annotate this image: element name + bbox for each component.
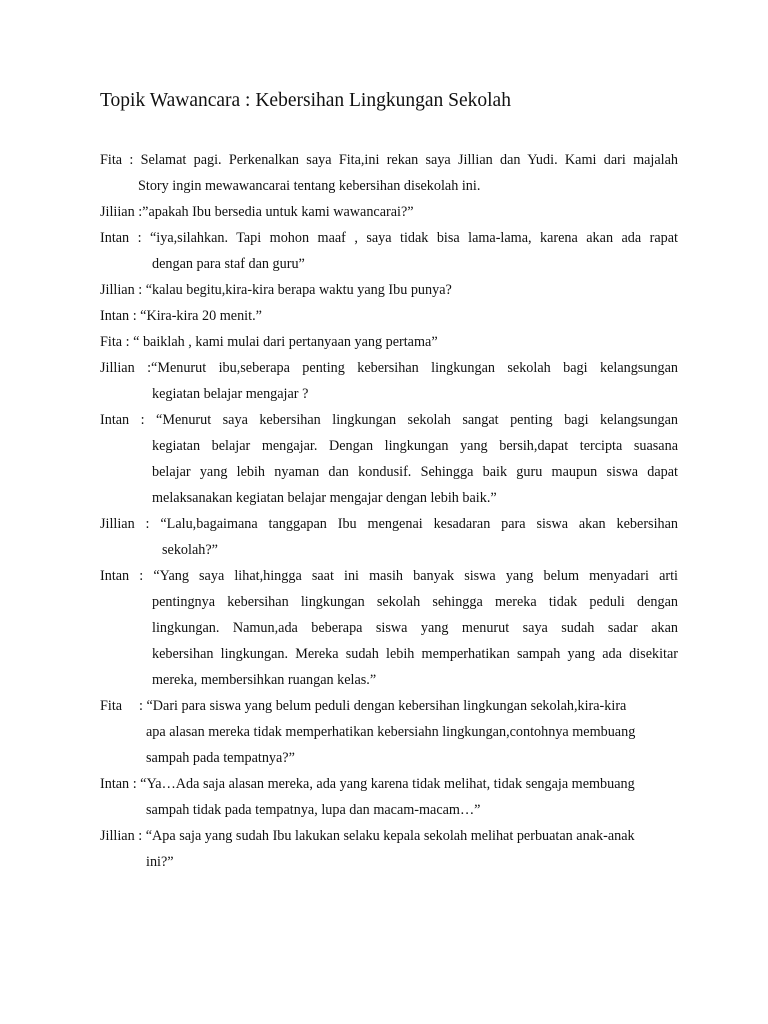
dialogue-line: lingkungan. Namun,ada beberapa siswa yang menurut saya sudah sadar akan bbox=[152, 620, 678, 636]
document-title: Topik Wawancara : Kebersihan Lingkungan Sekolah bbox=[100, 90, 511, 111]
dialogue-line: Story ingin mewawancarai tentang kebersihan disekolah ini. bbox=[138, 178, 481, 194]
dialogue-line: melaksanakan kegiatan belajar mengajar dengan lebih baik.” bbox=[152, 490, 497, 506]
dialogue-line: Jillian :“Menurut ibu,seberapa penting kebersihan lingkungan sekolah bagi kelangsungan bbox=[100, 360, 678, 376]
dialogue-line: Jillian : “Lalu,bagaimana tanggapan Ibu mengenai kesadaran para siswa akan kebersihan bbox=[100, 516, 678, 532]
dialogue-line: Intan : “Ya…Ada saja alasan mereka, ada yang karena tidak melihat, tidak sengaja membuang bbox=[100, 776, 635, 792]
dialogue-line: mereka, membersihkan ruangan kelas.” bbox=[152, 672, 377, 688]
dialogue-line: sampah pada tempatnya?” bbox=[146, 750, 295, 766]
dialogue-line: Intan : “Kira-kira 20 menit.” bbox=[100, 308, 262, 324]
dialogue-line: Intan : “Yang saya lihat,hingga saat ini masih banyak siswa yang belum menyadari arti bbox=[100, 568, 678, 584]
dialogue-line: sampah tidak pada tempatnya, lupa dan macam-macam…” bbox=[146, 802, 481, 818]
dialogue-line: Jillian : “Apa saja yang sudah Ibu lakukan selaku kepala sekolah melihat perbuatan anak-anak bbox=[100, 828, 635, 844]
dialogue-line: pentingnya kebersihan lingkungan sekolah sehingga mereka tidak peduli dengan bbox=[152, 594, 678, 610]
dialogue-line: apa alasan mereka tidak memperhatikan kebersiahn lingkungan,contohnya membuang bbox=[146, 724, 636, 740]
dialogue-line: kebersihan lingkungan. Mereka sudah lebih memperhatikan sampah yang ada disekitar bbox=[152, 646, 678, 662]
dialogue-line: Fita : “ baiklah , kami mulai dari pertanyaan yang pertama” bbox=[100, 334, 438, 350]
speaker-label: Fita bbox=[100, 698, 123, 714]
dialogue-line: Intan : “iya,silahkan. Tapi mohon maaf , saya tidak bisa lama-lama, karena akan ada rapat bbox=[100, 230, 678, 246]
dialogue-line: Fita : Selamat pagi. Perkenalkan saya Fita,ini rekan saya Jillian dan Yudi. Kami dari majalah bbox=[100, 152, 678, 168]
dialogue-line: Intan : “Menurut saya kebersihan lingkungan sekolah sangat penting bagi kelangsungan bbox=[100, 412, 678, 428]
dialogue-line: sekolah?” bbox=[162, 542, 218, 558]
dialogue-line: Jillian : “kalau begitu,kira-kira berapa waktu yang Ibu punya? bbox=[100, 282, 452, 298]
dialogue-line: Jiliian :”apakah Ibu bersedia untuk kami wawancarai?” bbox=[100, 204, 414, 220]
dialogue-line: ini?” bbox=[146, 854, 174, 870]
dialogue-line: : “Dari para siswa yang belum peduli dengan kebersihan lingkungan sekolah,kira-kira bbox=[139, 698, 627, 714]
dialogue-line: belajar yang lebih nyaman dan kondusif. Sehingga baik guru maupun siswa dapat bbox=[152, 464, 678, 480]
dialogue-line: dengan para staf dan guru” bbox=[152, 256, 305, 272]
dialogue-line: kegiatan belajar mengajar ? bbox=[152, 386, 309, 402]
dialogue-line: kegiatan belajar mengajar. Dengan lingkungan yang bersih,dapat tercipta suasana bbox=[152, 438, 678, 454]
